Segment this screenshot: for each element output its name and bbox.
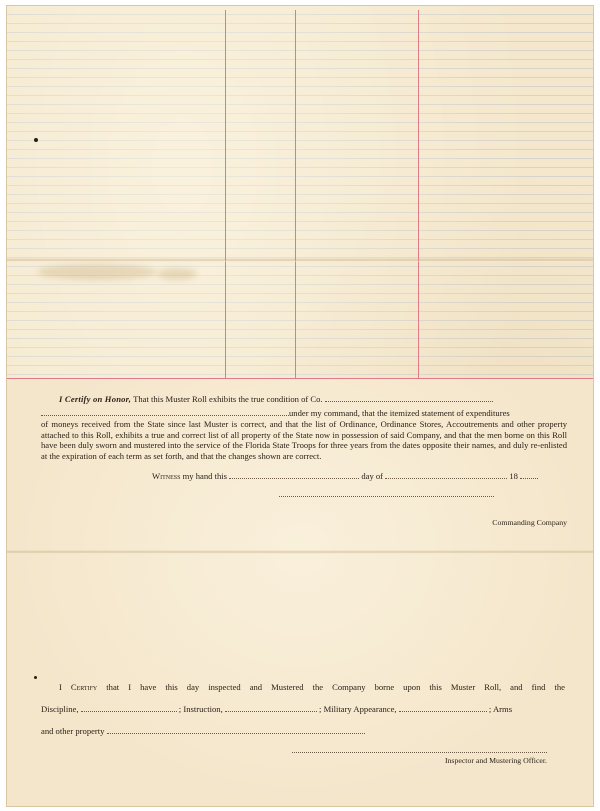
instruction-field[interactable] xyxy=(225,704,317,712)
ruled-column-line-1 xyxy=(225,10,226,378)
arms-label: ; Arms xyxy=(488,704,513,714)
inspection-line-2 xyxy=(41,704,565,715)
fold-crease-bottom xyxy=(7,550,593,554)
year-label: 18 xyxy=(509,471,518,481)
stain xyxy=(157,268,197,280)
certificate-area xyxy=(7,378,593,806)
ink-spot xyxy=(34,676,37,679)
military-appearance-label: ; Military Appearance, xyxy=(319,704,397,714)
certificate-line2: under my command, that the itemized statement of expenditures xyxy=(289,408,510,418)
discipline-field[interactable] xyxy=(81,704,177,712)
commanding-signature-line[interactable] xyxy=(279,496,494,497)
certificate-line-2 xyxy=(41,408,567,419)
other-property-field[interactable] xyxy=(107,726,365,734)
witness-year-field[interactable] xyxy=(520,471,538,479)
witness-label: Witness xyxy=(152,471,181,481)
certificate-line-1 xyxy=(59,394,567,405)
certificate-body: of moneys received from the State since last Muster is correct, and that the list of Ordinance, Ordinance Stores, Accoutrements and other property attached to this Roll, exhibits a true and correct list of all property of the State now in possession of said Company, and that the men borne on this Roll have been duly sworn and mustered into the service of the Florida State Troops for three years from the dates opposite their names, and duly re-enlisted at the expiration of each term as set forth, and that the changes shown are correct. xyxy=(41,419,567,461)
discipline-label: Discipline, xyxy=(41,704,79,714)
witness-text: my hand this xyxy=(182,471,228,481)
certificate-line1: That this Muster Roll exhibits the true condition of Co. xyxy=(133,394,323,404)
section-divider-line xyxy=(7,378,593,379)
inspector-signature-line[interactable] xyxy=(292,752,547,753)
muster-roll-page xyxy=(7,6,593,806)
commanding-title: Commanding Company xyxy=(492,518,567,527)
certificate-lead: I Certify on Honor, xyxy=(59,394,132,404)
military-appearance-field[interactable] xyxy=(399,704,487,712)
fold-crease-top xyxy=(7,258,593,262)
other-property-label: and other property xyxy=(41,726,105,736)
inspection-line-1 xyxy=(59,682,565,693)
instruction-label: ; Instruction, xyxy=(178,704,223,714)
inspection-line1: that I have this day inspected and Mustered the Company borne upon this Muster Roll, and find the xyxy=(106,682,565,692)
company-field[interactable] xyxy=(325,394,493,402)
day-of-label: day of xyxy=(361,471,384,481)
ink-spot xyxy=(34,138,38,142)
inspection-lead: I Certify xyxy=(59,682,98,692)
witness-line xyxy=(152,471,572,482)
stain xyxy=(37,264,157,280)
inspector-title: Inspector and Mustering Officer. xyxy=(444,756,547,765)
command-field[interactable] xyxy=(41,408,289,416)
ruled-column-line-3 xyxy=(418,10,419,378)
witness-month-field[interactable] xyxy=(385,471,507,479)
inspection-line-3 xyxy=(41,726,565,737)
witness-day-field[interactable] xyxy=(229,471,359,479)
ruled-column-line-2 xyxy=(295,10,296,378)
